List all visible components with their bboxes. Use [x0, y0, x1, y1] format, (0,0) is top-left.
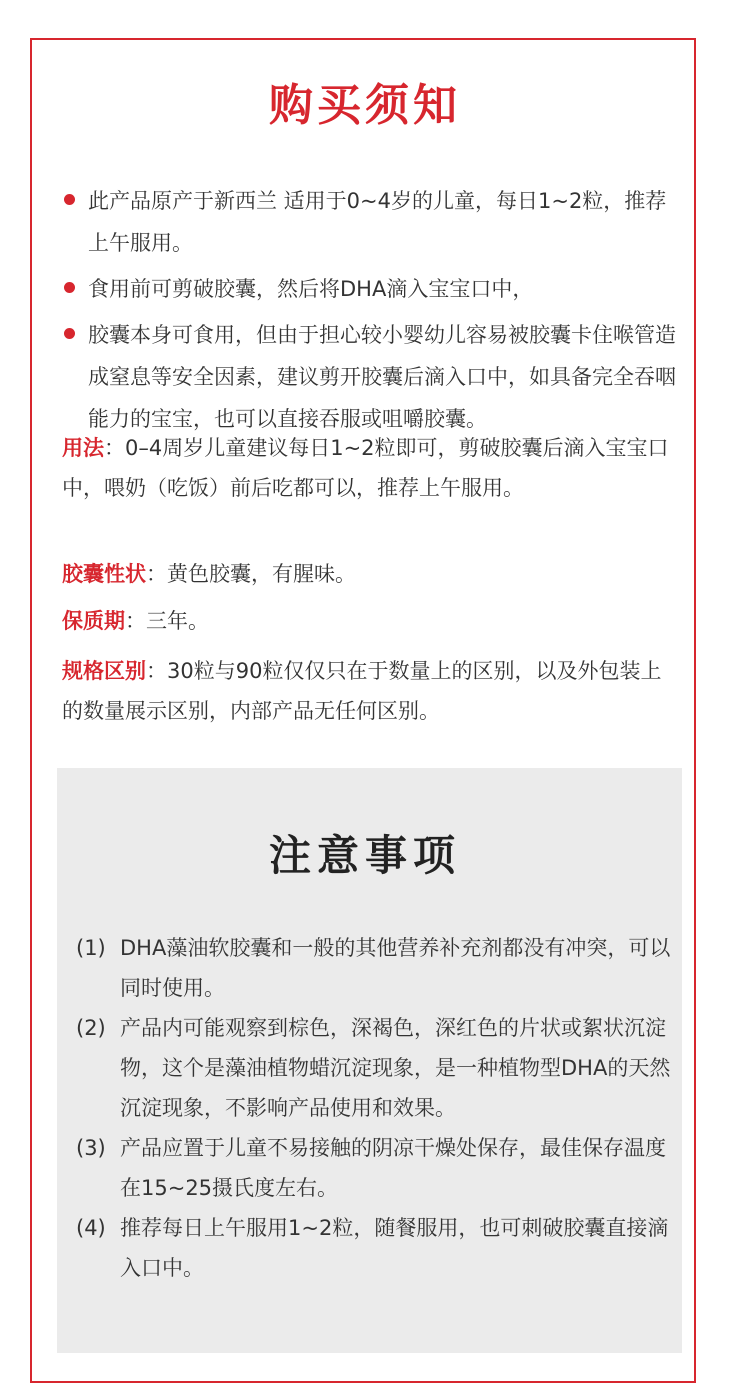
capsule-form-text: ：黄色胶囊，有腥味。 — [146, 562, 356, 586]
usage-text: ：0–4周岁儿童建议每日1~2粒即可，剪破胶囊后滴入宝宝口中，喂奶（吃饭）前后吃都可以，推荐上午服用。 — [62, 436, 669, 500]
purchase-notes-title: 购买须知 — [265, 76, 465, 136]
list-item — [76, 1128, 676, 1208]
list-item — [76, 1008, 676, 1128]
shelf-life-text: ：三年。 — [125, 609, 209, 633]
spec-difference-paragraph — [62, 651, 682, 731]
bullet-icon — [64, 328, 75, 339]
item-number: (3) — [76, 1136, 106, 1160]
precautions-list — [76, 928, 676, 1288]
item-text: 产品内可能观察到棕色，深褐色，深红色的片状或絮状沉淀物，这个是藻油植物蜡沉淀现象，是一种植物型DHA的天然沉淀现象，不影响产品使用和效果。 — [120, 1016, 671, 1120]
purchase-notes-header — [0, 76, 730, 136]
list-item: 食用前可剪破胶囊，然后将DHA滴入宝宝口中， — [60, 268, 684, 310]
capsule-form-label: 胶囊性状 — [62, 562, 146, 586]
usage-label: 用法 — [62, 436, 104, 460]
list-item — [76, 1208, 676, 1288]
shelf-life-label: 保质期 — [62, 609, 125, 633]
item-number: (2) — [76, 1016, 106, 1040]
shelf-life-paragraph — [62, 601, 682, 641]
bullet-icon — [64, 194, 75, 205]
list-item: 胶囊本身可食用，但由于担心较小婴幼儿容易被胶囊卡住喉管造成窒息等安全因素，建议剪开胶囊后滴入口中，如具备完全吞咽能力的宝宝，也可以直接吞服或咀嚼胶囊。 — [60, 314, 684, 440]
item-text: 产品应置于儿童不易接触的阴凉干燥处保存，最佳保存温度在15~25摄氏度左右。 — [120, 1136, 666, 1200]
item-number: (4) — [76, 1216, 106, 1240]
spec-difference-label: 规格区别 — [62, 659, 146, 683]
precautions-title: 注意事项 — [268, 831, 461, 880]
capsule-form-paragraph — [62, 554, 682, 594]
list-item: 此产品原产于新西兰 适用于0~4岁的儿童，每日1~2粒，推荐上午服用。 — [60, 180, 684, 264]
purchase-notes-list — [60, 180, 684, 440]
usage-paragraph — [62, 428, 682, 508]
item-text: 推荐每日上午服用1~2粒，随餐服用，也可刺破胶囊直接滴入口中。 — [120, 1216, 669, 1280]
bullet-icon — [64, 282, 75, 293]
item-number: (1) — [76, 936, 106, 960]
list-item — [76, 928, 676, 1008]
spec-difference-text: ：30粒与90粒仅仅只在于数量上的区别，以及外包装上的数量展示区别，内部产品无任何区别。 — [62, 659, 662, 723]
item-text: DHA藻油软胶囊和一般的其他营养补充剂都没有冲突，可以同时使用。 — [120, 936, 671, 1000]
